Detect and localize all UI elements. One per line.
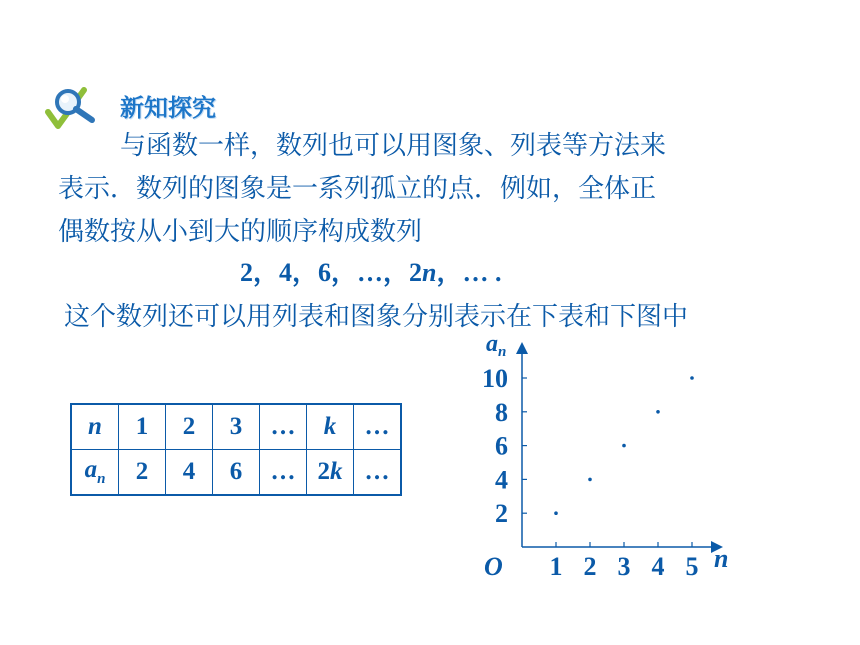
table-cell: … [354, 450, 402, 496]
table-cell: 3 [213, 404, 260, 450]
table-cell: 2 [119, 450, 166, 496]
table-row-an [71, 450, 401, 496]
cell-2: 2 [317, 458, 330, 485]
sequence-part-1: 2，4，6，…，2 [240, 258, 423, 287]
x-tick-label: 3 [617, 552, 631, 581]
data-point [554, 511, 558, 515]
intro-sentence: 这个数列还可以用列表和图象分别表示在下表和下图中 [64, 302, 689, 332]
table-row-n [71, 404, 401, 450]
table-cell: n [71, 404, 119, 450]
y-tick-label: 4 [495, 465, 508, 495]
table-cell: … [260, 404, 307, 450]
data-point [588, 478, 592, 482]
data-point [656, 410, 660, 414]
paragraph-line-2: 表示．数列的图象是一系列孤立的点．例如，全体正 [58, 174, 657, 204]
y-tick-label: 2 [495, 499, 508, 529]
x-tick-label: 1 [549, 552, 563, 581]
table-cell: … [260, 450, 307, 496]
table-cell-an-label [71, 450, 119, 496]
x-tick-label: 5 [685, 552, 699, 581]
origin-label: O [484, 552, 503, 581]
sequence-part-2: ，… . [436, 258, 502, 287]
sequence-scatter-plot [470, 325, 760, 590]
sequence-formula [240, 252, 502, 289]
table-cell: 2 [166, 404, 213, 450]
table-cell: 6 [213, 450, 260, 496]
sequence-n: n [422, 258, 437, 287]
paragraph-line-3: 偶数按从小到大的顺序构成数列 [58, 217, 423, 247]
x-axis-label: n [714, 544, 729, 573]
y-tick-label: 6 [495, 431, 508, 461]
table-cell-2k [307, 450, 354, 496]
an-base: a [84, 456, 98, 483]
sequence-table [70, 403, 402, 496]
cell-k: k [330, 458, 343, 485]
y-tick-label: 10 [482, 364, 508, 393]
table-cell: 4 [166, 450, 213, 496]
table-cell: 1 [119, 404, 166, 450]
magnifier-check-icon [44, 82, 106, 132]
y-axis-label: $a_n$ [486, 331, 507, 360]
an-sub: n [97, 471, 106, 487]
x-tick-label: 4 [651, 552, 665, 581]
paragraph-line-1: 与函数一样，数列也可以用图象、列表等方法来 [120, 131, 667, 161]
y-tick-label: 8 [495, 397, 508, 427]
table-cell: k [307, 404, 354, 450]
data-point [622, 444, 626, 448]
table-cell: … [354, 404, 402, 450]
section-title: 新知探究 [120, 94, 216, 122]
x-tick-label: 2 [583, 552, 597, 581]
data-point [690, 376, 694, 380]
